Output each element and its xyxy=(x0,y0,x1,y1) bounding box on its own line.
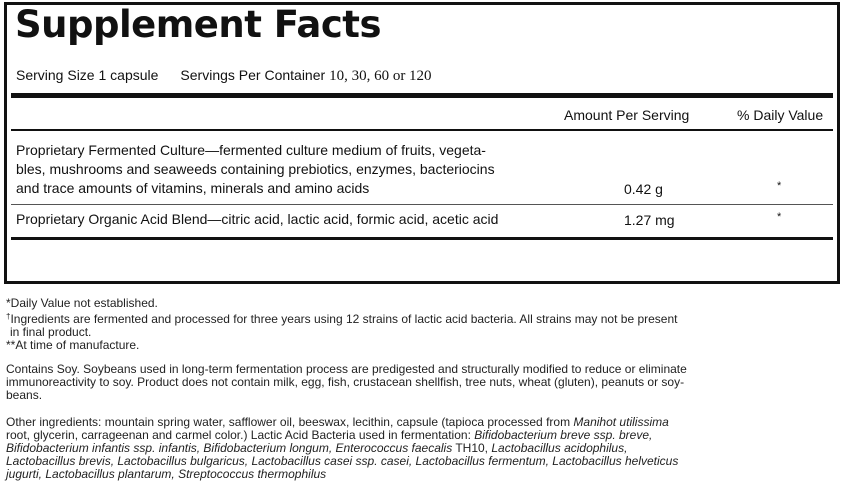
row-text-line: bles, mushrooms and seaweeds containing prebiotics, enzymes, bacteriocins xyxy=(16,161,495,177)
row-amount: 1.27 mg xyxy=(624,212,675,228)
row-amount: 0.42 g xyxy=(624,181,663,197)
other-text: TH10, xyxy=(452,441,492,455)
allergen-line: Contains Soy. Soybeans used in long-term fermentation process are predigested and structurally modified to reduce or eliminate xyxy=(6,362,687,376)
servings-per-container-value: 10, 30, 60 or 120 xyxy=(329,68,432,84)
servings-per-container-label: Servings Per Container xyxy=(180,67,326,83)
other-ingredients xyxy=(6,416,846,481)
row-text-line: Proprietary Fermented Culture—fermented culture medium of fruits, vegeta- xyxy=(16,142,486,158)
amount-per-serving-header: Amount Per Serving xyxy=(564,107,690,123)
row-daily-value: * xyxy=(777,180,782,192)
other-text: Other ingredients: mountain spring water, safflower oil, beeswax, lecithin, capsule (tapioca processed from xyxy=(6,415,574,429)
dagger-marker: † xyxy=(6,312,11,321)
other-text: root, glycerin, carrageenan and carmel color.) Lactic Acid Bacteria used in fermentation: xyxy=(6,428,475,442)
panel-title: Supplement Facts xyxy=(15,3,382,46)
ingredients-footnote-line: in final product. xyxy=(10,325,92,339)
header-rule xyxy=(11,129,833,131)
row-text-line: Proprietary Organic Acid Blend—citric acid, lactic acid, formic acid, acetic acid xyxy=(16,211,499,227)
row-daily-value: * xyxy=(777,211,782,223)
row-text-line: and trace amounts of vitamins, minerals and amino acids xyxy=(16,180,370,196)
other-italic-text: Bifidobacterium infantis ssp. infantis, Bifidobacterium longum, Enterococcus faecalis xyxy=(6,441,453,455)
row-divider xyxy=(11,204,833,205)
serving-info xyxy=(16,67,432,85)
supplement-facts-panel xyxy=(4,2,840,284)
serving-size: Serving Size 1 capsule xyxy=(16,67,159,83)
other-italic-text: Bifidobacterium breve ssp. breve, xyxy=(474,428,653,442)
ingredients-footnote xyxy=(6,310,846,326)
other-italic-text: Manihot utilissima xyxy=(573,415,669,429)
bottom-rule xyxy=(11,237,833,240)
other-italic-text: Lactobacillus acidophilus, xyxy=(491,441,628,455)
other-italic-text: jugurti, Lactobacillus plantarum, Streptococcus thermophilus xyxy=(6,467,327,481)
daily-value-header: % Daily Value xyxy=(737,107,824,123)
allergen-line: immunoreactivity to soy. Product does not contain milk, egg, fish, crustacean shellfish, tree nuts, wheat (gluten), peanuts or soy- xyxy=(6,375,685,389)
footnotes xyxy=(6,297,846,352)
other-italic-text: Lactobacillus brevis, Lactobacillus bulgaricus, Lactobacillus casei ssp. casei, Lactobacillus fermentum, Lactobacillus helveticus xyxy=(6,454,679,468)
thick-rule xyxy=(11,93,833,98)
other-ingredients-line xyxy=(6,468,846,481)
ingredients-footnote-line: Ingredients are fermented and processed for three years using 12 strains of lactic acid bacteria. All strains may not be present xyxy=(10,312,678,326)
allergen-line: beans. xyxy=(6,388,43,402)
daily-value-footnote: *Daily Value not established. xyxy=(6,296,158,310)
manufacture-footnote: **At time of manufacture. xyxy=(6,338,140,352)
allergen-statement xyxy=(6,363,846,402)
